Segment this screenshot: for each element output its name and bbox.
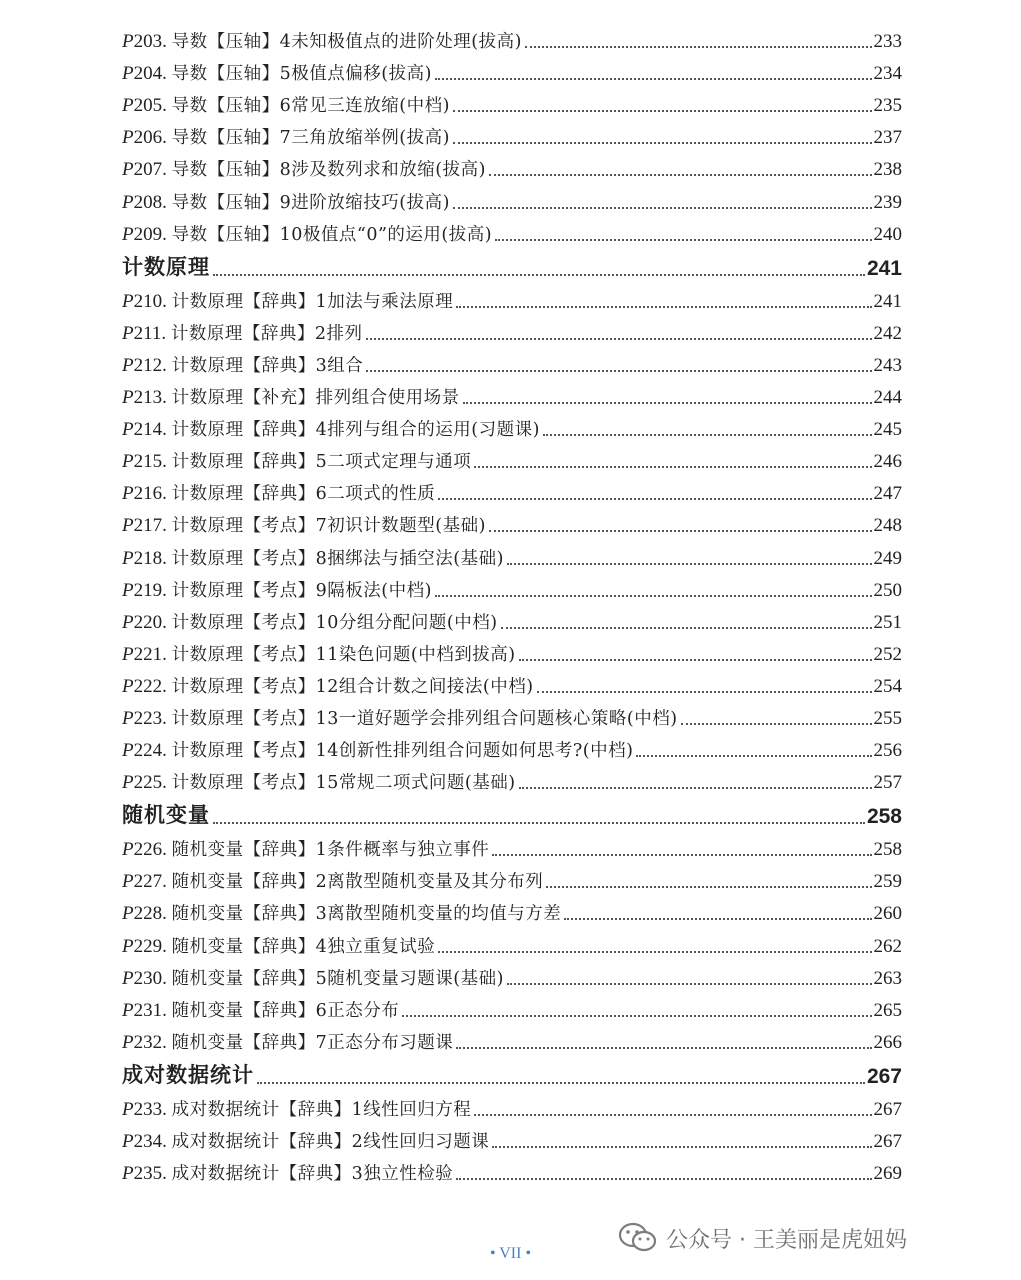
entry-number: 229 [133,935,163,957]
dot-leader [489,530,872,532]
page-number-footer: • VII • [489,1245,532,1262]
entry-prefix: P [122,387,134,409]
toc-entry[interactable] [122,446,902,478]
wechat-icon [618,1222,658,1254]
dot-leader [546,886,871,888]
toc-page-number: 239 [873,191,902,213]
toc-entry-title: P226. 随机变量【辞典】1条件概率与独立事件 [122,839,490,861]
dot-leader [474,1114,871,1116]
toc-entry-title: P223. 计数原理【考点】13一道好题学会排列组合问题核心策略(中档) [122,707,678,729]
dot-leader [495,239,871,241]
toc-entry-title: 计数原理 [122,254,210,279]
entry-prefix: P [122,772,134,794]
entry-text: 随机变量【辞典】1条件概率与独立事件 [171,840,490,861]
toc-entry-title: P208. 导数【压轴】9进阶放缩技巧(拔高) [122,191,450,213]
dot-leader [453,142,872,144]
entry-prefix: P [122,1098,134,1120]
entry-prefix: P [122,967,134,989]
entry-number: 233 [133,1098,163,1120]
entry-text: 计数原理【考点】15常规二项式问题(基础) [171,773,516,794]
entry-prefix: P [122,547,134,569]
toc-entry-title: P233. 成对数据统计【辞典】1线性回归方程 [122,1098,472,1120]
toc-page-number: 260 [873,903,902,925]
toc-entry[interactable] [122,639,902,671]
toc-page-number: 240 [873,223,902,245]
dot-leader [525,46,872,48]
toc-page-number: 265 [873,999,902,1021]
toc-entry[interactable] [122,995,902,1027]
toc-page-number: 235 [873,95,902,117]
toc-page-number: 258 [873,839,902,861]
entry-prefix: P [122,515,134,537]
toc-page-number: 269 [873,1163,902,1185]
dot-leader [213,822,865,824]
dot-leader [402,1015,871,1017]
entry-prefix: P [122,579,134,601]
entry-text: 计数原理【考点】13一道好题学会排列组合问题核心策略(中档) [171,708,678,729]
entry-text: 随机变量【辞典】4独立重复试验 [171,936,436,957]
toc-entry[interactable] [122,1158,902,1190]
toc-page-number: 249 [873,547,902,569]
toc-page-number: 267 [866,1064,902,1088]
entry-text: 随机变量【辞典】3离散型随机变量的均值与方差 [171,904,562,925]
dot-leader [537,691,872,693]
toc-entry[interactable] [122,122,902,154]
dot-leader [213,274,865,276]
toc-page-number: 250 [873,579,902,601]
toc-entry-title: P225. 计数原理【考点】15常规二项式问题(基础) [122,772,516,794]
toc-entry-title: P220. 计数原理【考点】10分组分配问题(中档) [122,611,498,633]
toc-page-number: 267 [873,1098,902,1120]
toc-entry[interactable] [122,26,902,58]
entry-prefix: P [122,354,134,376]
dot-leader [492,854,871,856]
toc-entry[interactable] [122,735,902,767]
entry-text: 导数【压轴】8涉及数列求和放缩(拔高) [171,160,486,181]
entry-text: 计数原理【考点】8捆绑法与插空法(基础) [171,548,504,569]
entry-number: 226 [133,839,163,861]
toc-page-number: 234 [873,63,902,85]
entry-number: 220 [133,611,163,633]
entry-prefix: P [122,935,134,957]
entry-number: 213 [133,387,163,409]
toc-entry-title: P204. 导数【压轴】5极值点偏移(拔高) [122,63,432,85]
toc-entry-title: P205. 导数【压轴】6常见三连放缩(中档) [122,95,450,117]
toc-page-number: 243 [873,354,902,376]
toc-entry[interactable] [122,607,902,639]
entry-prefix: P [122,1131,134,1152]
toc-page-number: 245 [873,419,902,441]
toc-entry-title: P214. 计数原理【辞典】4排列与组合的运用(习题课) [122,419,540,441]
toc-entry[interactable] [122,154,902,186]
toc-entry-title: P227. 随机变量【辞典】2离散型随机变量及其分布列 [122,871,544,893]
entry-prefix: P [122,419,134,441]
entry-number: 208 [133,191,163,213]
toc-entry[interactable] [122,1027,902,1059]
dot-leader [453,207,872,209]
watermark-text: 公众号 · 王美丽是虎妞妈 [666,1227,907,1253]
toc-entry-title: P218. 计数原理【考点】8捆绑法与插空法(基础) [122,547,504,569]
toc-entry[interactable] [122,898,902,930]
toc-entry-title: P217. 计数原理【考点】7初识计数题型(基础) [122,515,486,537]
dot-leader [438,498,871,500]
dot-leader [543,434,872,436]
dot-leader [257,1082,865,1084]
toc-entry[interactable] [122,186,902,218]
entry-text: 计数原理【考点】14创新性排列组合问题如何思考?(中档) [171,741,634,762]
entry-prefix: P [122,191,134,213]
entry-number: 216 [133,483,163,505]
toc-entry[interactable] [122,414,902,446]
toc-page-number: 233 [873,31,902,53]
dot-leader [501,627,872,629]
entry-prefix: P [122,322,134,344]
toc-entry-title: P215. 计数原理【辞典】5二项式定理与通项 [122,451,472,473]
toc-page-number: 257 [873,772,902,794]
toc-entry-title: 成对数据统计 [122,1062,254,1087]
dot-leader [463,402,872,404]
entry-prefix: P [122,290,134,312]
entry-number: 235 [133,1163,163,1185]
toc-section-heading[interactable] [122,251,902,286]
toc-page-number: 252 [873,643,902,665]
toc-entry-title: P210. 计数原理【辞典】1加法与乘法原理 [122,290,454,312]
toc-page-number: 262 [873,935,902,957]
entry-prefix: P [122,999,134,1021]
entry-number: 207 [133,159,163,181]
entry-prefix: P [122,740,134,762]
entry-text: 计数原理【补充】排列组合使用场景 [171,388,460,409]
dot-leader [507,983,872,985]
toc-entry[interactable] [122,219,902,251]
entry-number: 232 [133,1031,163,1053]
toc-entry-title: P232. 随机变量【辞典】7正态分布习题课 [122,1031,454,1053]
dot-leader [681,723,872,725]
toc-entry[interactable] [122,963,902,995]
entry-text: 导数【压轴】5极值点偏移(拔高) [171,64,432,85]
dot-leader [438,951,871,953]
toc-page-number: 254 [873,675,902,697]
toc-entry[interactable] [122,542,902,574]
entry-number: 212 [133,354,163,376]
toc-entry-title: P213. 计数原理【补充】排列组合使用场景 [122,387,460,409]
entry-prefix: P [122,1031,134,1053]
entry-text: 计数原理【辞典】2排列 [170,323,363,344]
entry-number: 221 [133,643,163,665]
toc-entry[interactable] [122,703,902,735]
toc-entry[interactable] [122,1126,902,1158]
entry-number: 228 [133,903,163,925]
entry-text: 导数【压轴】4未知极值点的进阶处理(拔高) [171,32,522,53]
toc-entry-title: P206. 导数【压轴】7三角放缩举例(拔高) [122,127,450,149]
entry-number: 231 [133,999,163,1021]
toc-entry-title: P207. 导数【压轴】8涉及数列求和放缩(拔高) [122,159,486,181]
toc-entry[interactable] [122,575,902,607]
toc-entry[interactable] [122,478,902,510]
toc-entry-title: P211. 计数原理【辞典】2排列 [122,322,363,344]
entry-text: 计数原理【考点】7初识计数题型(基础) [171,516,486,537]
entry-text: 计数原理【辞典】3组合 [171,355,364,376]
toc-page-number: 266 [873,1031,902,1053]
entry-prefix: P [122,127,134,149]
entry-prefix: P [122,611,134,633]
entry-prefix: P [122,675,134,697]
entry-text: 计数原理【考点】11染色问题(中档到拔高) [171,644,516,665]
entry-text: 计数原理【考点】12组合计数之间接法(中档) [171,676,534,697]
toc-page-number: 256 [873,740,902,762]
entry-text: 计数原理【辞典】1加法与乘法原理 [171,291,454,312]
toc-entry-title: P230. 随机变量【辞典】5随机变量习题课(基础) [122,967,504,989]
toc-entry[interactable] [122,834,902,866]
toc-page-number: 248 [873,515,902,537]
entry-prefix: P [122,903,134,925]
toc-entry-title: P203. 导数【压轴】4未知极值点的进阶处理(拔高) [122,31,522,53]
toc-entry[interactable] [122,1094,902,1126]
entry-text: 成对数据统计【辞典】2线性回归习题课 [171,1132,490,1152]
entry-text: 计数原理【辞典】5二项式定理与通项 [171,452,472,473]
entry-text: 计数原理【考点】10分组分配问题(中档) [171,612,498,633]
entry-number: 222 [133,675,163,697]
entry-number: 203 [133,31,163,53]
entry-prefix: P [122,451,134,473]
toc-entry[interactable] [122,866,902,898]
toc-entry-title: 随机变量 [122,803,210,828]
entry-prefix: P [122,707,134,729]
table-of-contents [122,26,902,1190]
entry-prefix: P [122,159,134,181]
entry-number: 215 [133,451,163,473]
dot-leader [519,659,872,661]
dot-leader [519,787,872,789]
toc-entry[interactable] [122,382,902,414]
toc-entry-title: P231. 随机变量【辞典】6正态分布 [122,999,400,1021]
entry-text: 随机变量【辞典】5随机变量习题课(基础) [171,968,504,989]
toc-entry-title: P229. 随机变量【辞典】4独立重复试验 [122,935,436,957]
toc-entry-title: P212. 计数原理【辞典】3组合 [122,354,364,376]
toc-entry-title: P234. 成对数据统计【辞典】2线性回归习题课 [122,1131,490,1152]
dot-leader [435,595,872,597]
toc-page-number: 267 [873,1131,902,1152]
entry-prefix: P [122,483,134,505]
entry-text: 成对数据统计【辞典】1线性回归方程 [171,1099,472,1120]
entry-number: 223 [133,707,163,729]
toc-entry[interactable] [122,90,902,122]
toc-page-number: 247 [873,483,902,505]
entry-text: 导数【压轴】10极值点“0”的运用(拔高) [171,224,493,245]
entry-number: 234 [133,1131,163,1152]
entry-prefix: P [122,31,134,53]
entry-prefix: P [122,871,134,893]
toc-entry[interactable] [122,510,902,542]
entry-number: 224 [133,740,163,762]
entry-number: 211 [133,322,162,344]
entry-prefix: P [122,223,134,245]
toc-entry-title: P222. 计数原理【考点】12组合计数之间接法(中档) [122,675,534,697]
toc-section-heading[interactable] [122,1059,902,1094]
dot-leader [366,370,871,372]
toc-entry[interactable] [122,671,902,703]
toc-entry-title: P235. 成对数据统计【辞典】3独立性检验 [122,1163,454,1185]
toc-entry[interactable] [122,350,902,382]
toc-page-number: 263 [873,967,902,989]
entry-text: 成对数据统计【辞典】3独立性检验 [171,1164,454,1185]
toc-entry[interactable] [122,767,902,799]
dot-leader [492,1146,871,1148]
toc-entry[interactable] [122,318,902,350]
entry-number: 210 [133,290,163,312]
toc-entry-title: P209. 导数【压轴】10极值点“0”的运用(拔高) [122,223,493,245]
entry-text: 导数【压轴】7三角放缩举例(拔高) [171,128,450,149]
entry-text: 导数【压轴】6常见三连放缩(中档) [171,96,450,117]
toc-page-number: 255 [873,707,902,729]
watermark [618,1222,907,1254]
toc-page-number: 242 [873,322,902,344]
entry-number: 225 [133,772,163,794]
dot-leader [474,466,871,468]
toc-entry[interactable] [122,930,902,962]
entry-number: 214 [133,419,163,441]
toc-page-number: 251 [873,611,902,633]
entry-prefix: P [122,839,134,861]
dot-leader [435,78,872,80]
entry-text: 随机变量【辞典】2离散型随机变量及其分布列 [171,872,544,893]
entry-number: 230 [133,967,163,989]
dot-leader [453,110,872,112]
toc-page-number: 237 [873,127,902,149]
entry-prefix: P [122,95,134,117]
dot-leader [564,918,871,920]
dot-leader [456,1178,871,1180]
toc-entry-title: P224. 计数原理【考点】14创新性排列组合问题如何思考?(中档) [122,740,634,762]
toc-page-number: 238 [873,159,902,181]
toc-entry[interactable] [122,58,902,90]
entry-number: 227 [133,871,163,893]
entry-text: 计数原理【考点】9隔板法(中档) [171,580,432,601]
toc-entry-title: P219. 计数原理【考点】9隔板法(中档) [122,579,432,601]
entry-prefix: P [122,63,134,85]
entry-number: 205 [133,95,163,117]
entry-number: 209 [133,223,163,245]
dot-leader [456,1047,871,1049]
entry-number: 204 [133,63,163,85]
dot-leader [366,338,872,340]
entry-number: 219 [133,579,163,601]
entry-text: 随机变量【辞典】6正态分布 [171,1000,400,1021]
toc-page-number: 244 [873,387,902,409]
entry-prefix: P [122,643,134,665]
dot-leader [489,174,872,176]
toc-page-number: 258 [866,805,902,829]
dot-leader [636,755,871,757]
entry-text: 计数原理【辞典】4排列与组合的运用(习题课) [171,420,540,441]
toc-page-number: 241 [873,290,902,312]
entry-text: 随机变量【辞典】7正态分布习题课 [171,1032,454,1053]
entry-prefix: P [122,1163,134,1185]
toc-page-number: 241 [866,256,902,280]
entry-text: 导数【压轴】9进阶放缩技巧(拔高) [171,192,450,213]
dot-leader [456,306,871,308]
toc-entry-title: P228. 随机变量【辞典】3离散型随机变量的均值与方差 [122,903,562,925]
toc-page-number: 246 [873,451,902,473]
toc-entry[interactable] [122,286,902,318]
toc-entry-title: P221. 计数原理【考点】11染色问题(中档到拔高) [122,643,516,665]
entry-number: 206 [133,127,163,149]
entry-number: 218 [133,547,163,569]
toc-section-heading[interactable] [122,799,902,834]
toc-page-number: 259 [873,871,902,893]
entry-number: 217 [133,515,163,537]
entry-text: 计数原理【辞典】6二项式的性质 [171,484,436,505]
dot-leader [507,563,872,565]
toc-entry-title: P216. 计数原理【辞典】6二项式的性质 [122,483,436,505]
